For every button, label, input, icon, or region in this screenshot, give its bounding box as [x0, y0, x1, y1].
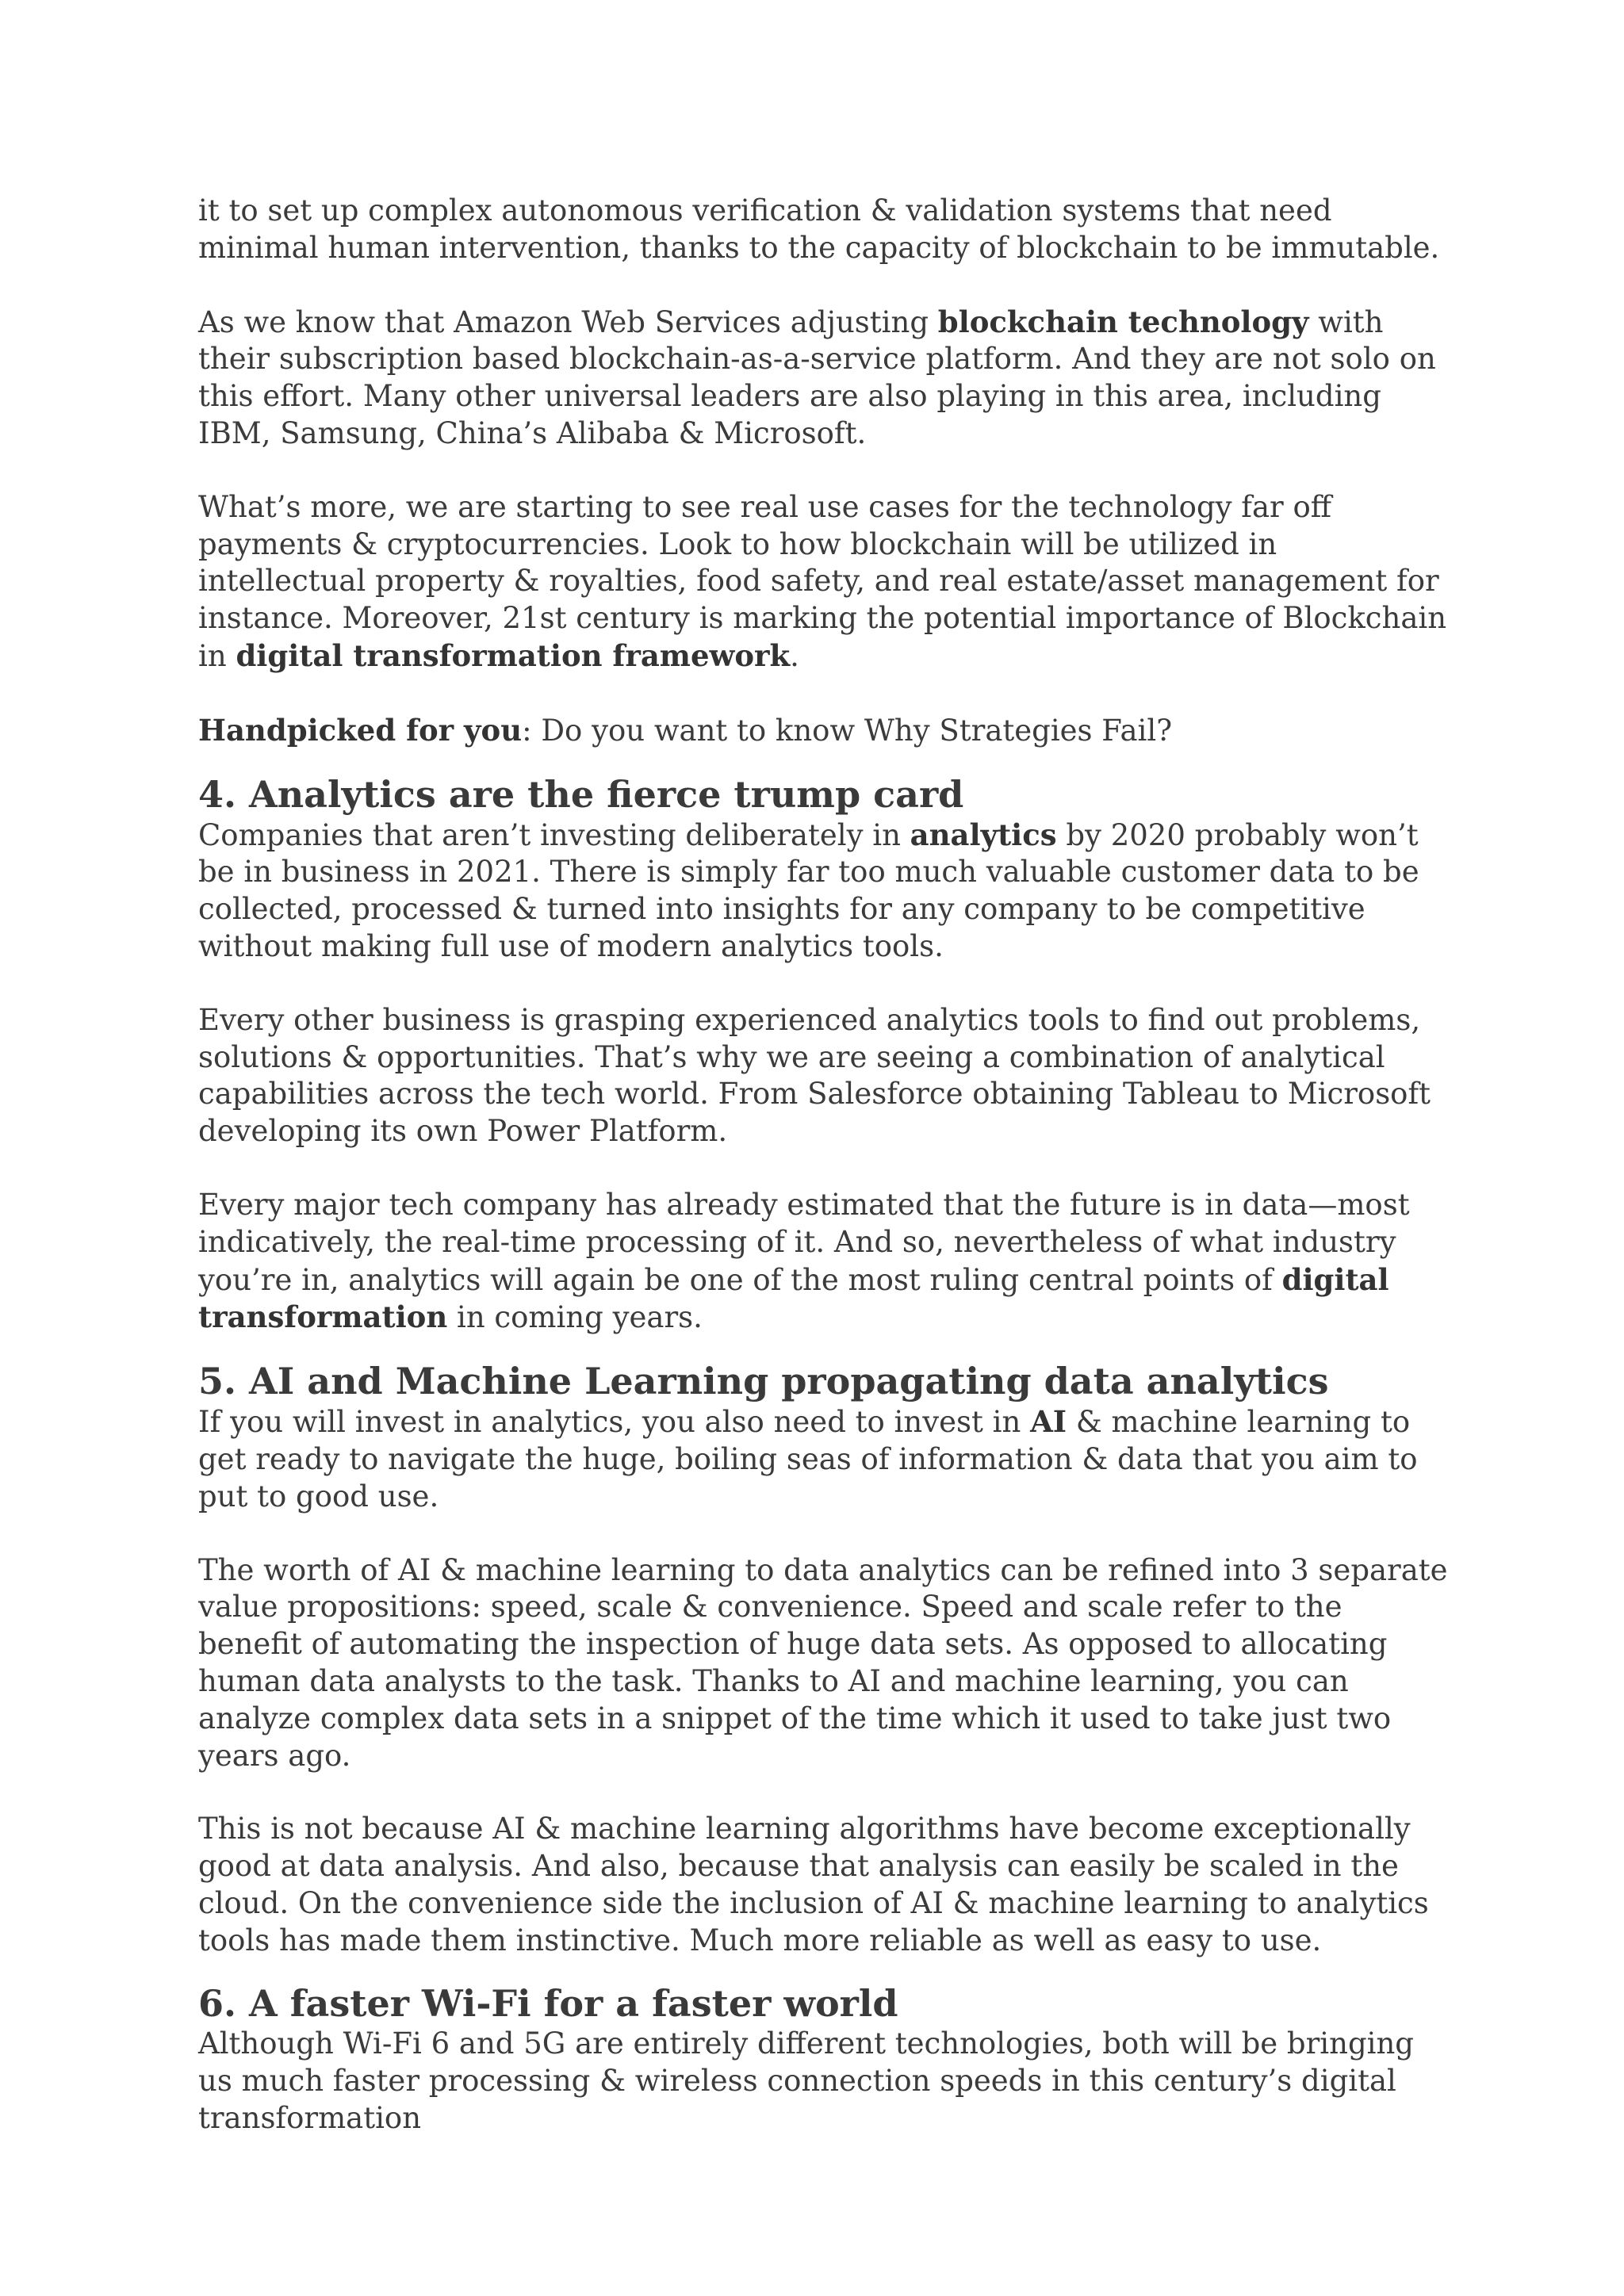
- section-heading-wifi: 6. A faster Wi-Fi for a faster world: [198, 1982, 898, 2026]
- section-heading-ai-ml: 5. AI and Machine Learning propagating data analytics: [198, 1360, 1329, 1403]
- paragraph-invest-ai: [198, 1403, 1451, 1515]
- paragraph-analytics-tools: Every other business is grasping experienced analytics tools to find out problems, solutions & opportunities. That’s why we are seeing a combination of analytical capabilities across the tech world. From Salesforce obtaining Tableau to Microsoft developing its own Power Platform.: [198, 1002, 1431, 1149]
- text-run: with their subscription based blockchain-as-a-service platform. And they are not solo on this effort. Many other universal leaders are also playing in this area, including IBM, Samsung, China’s Alibaba & Microsoft.: [198, 304, 1436, 450]
- paragraph-future-in-data: [198, 1187, 1451, 1337]
- paragraph-ai-convenience: This is not because AI & machine learning algorithms have become exceptionally good at data analysis. And also, because that analysis can easily be scaled in the cloud. On the convenience side the inclusion of AI & machine learning to analytics tools has made them instinctive. Much more reliable as well as easy to use.: [198, 1812, 1429, 1957]
- text-run: : Do you want to know Why Strategies Fail?: [522, 713, 1173, 748]
- bold-blockchain-technology: blockchain technology: [937, 304, 1309, 339]
- text-run: Companies that aren’t investing deliberately in: [198, 817, 910, 852]
- text-run: in coming years.: [447, 1300, 703, 1335]
- paragraph-wifi-5g: Although Wi-Fi 6 and 5G are entirely different technologies, both will be bringing us much faster processing & wireless connection speeds in this century’s digital transformation: [198, 2026, 1414, 2136]
- text-run: Every major tech company has already estimated that the future is in data—most indicatively, the real-time processing of it. And so, nevertheless of what industry you’re in, analytics will again be one of the most ruling central points of: [198, 1187, 1410, 1297]
- paragraph-use-cases: [198, 489, 1451, 675]
- bold-analytics: analytics: [910, 817, 1057, 852]
- bold-handpicked-label: Handpicked for you: [198, 712, 523, 748]
- paragraph-ai-value-propositions: The worth of AI & machine learning to data analytics can be refined into 3 separate value propositions: speed, scale & convenience. Speed and scale refer to the benefit of automating the inspection of huge data sets. As opposed to allocating human data analysts to the task. Thanks to AI and machine learning, you can analyze complex data sets in a snippet of the time which it used to take just two years ago.: [198, 1552, 1448, 1773]
- bold-ai: AI: [1030, 1404, 1067, 1440]
- text-run: .: [790, 638, 799, 673]
- text-run: As we know that Amazon Web Services adjusting: [198, 304, 938, 339]
- paragraph-analytics-investing: [198, 817, 1451, 966]
- paragraph-blockchain-verification: it to set up complex autonomous verification & validation systems that need minimal human intervention, thanks to the capacity of blockchain to be immutable.: [198, 193, 1440, 265]
- document-page: [198, 0, 1451, 2174]
- bold-digital-transformation: digital transformation: [198, 1261, 1389, 1335]
- text-run: What’s more, we are starting to see real use cases for the technology far off payments & cryptocurrencies. Look to how blockchain will be utilized in intellectual property & royalties, food safety, and real estate/asset management for instance. Moreover, 21st century is marking the potential importance of Blockchain in: [198, 489, 1447, 673]
- section-heading-analytics: 4. Analytics are the fierce trump card: [198, 772, 964, 816]
- text-run: by 2020 probably won’t be in business in 2021. There is simply far too much valuable customer data to be collected, processed & turned into insights for any company to be competitive without making full use of modern analytics tools.: [198, 817, 1419, 963]
- text-run: If you will invest in analytics, you also need to invest in: [198, 1405, 1031, 1440]
- paragraph-handpicked: [198, 712, 1451, 750]
- paragraph-aws-blockchain: [198, 304, 1451, 453]
- text-run: & machine learning to get ready to navigate the huge, boiling seas of information & data that you aim to put to good use.: [198, 1405, 1418, 1513]
- bold-digital-transformation-framework: digital transformation framework: [236, 637, 791, 673]
